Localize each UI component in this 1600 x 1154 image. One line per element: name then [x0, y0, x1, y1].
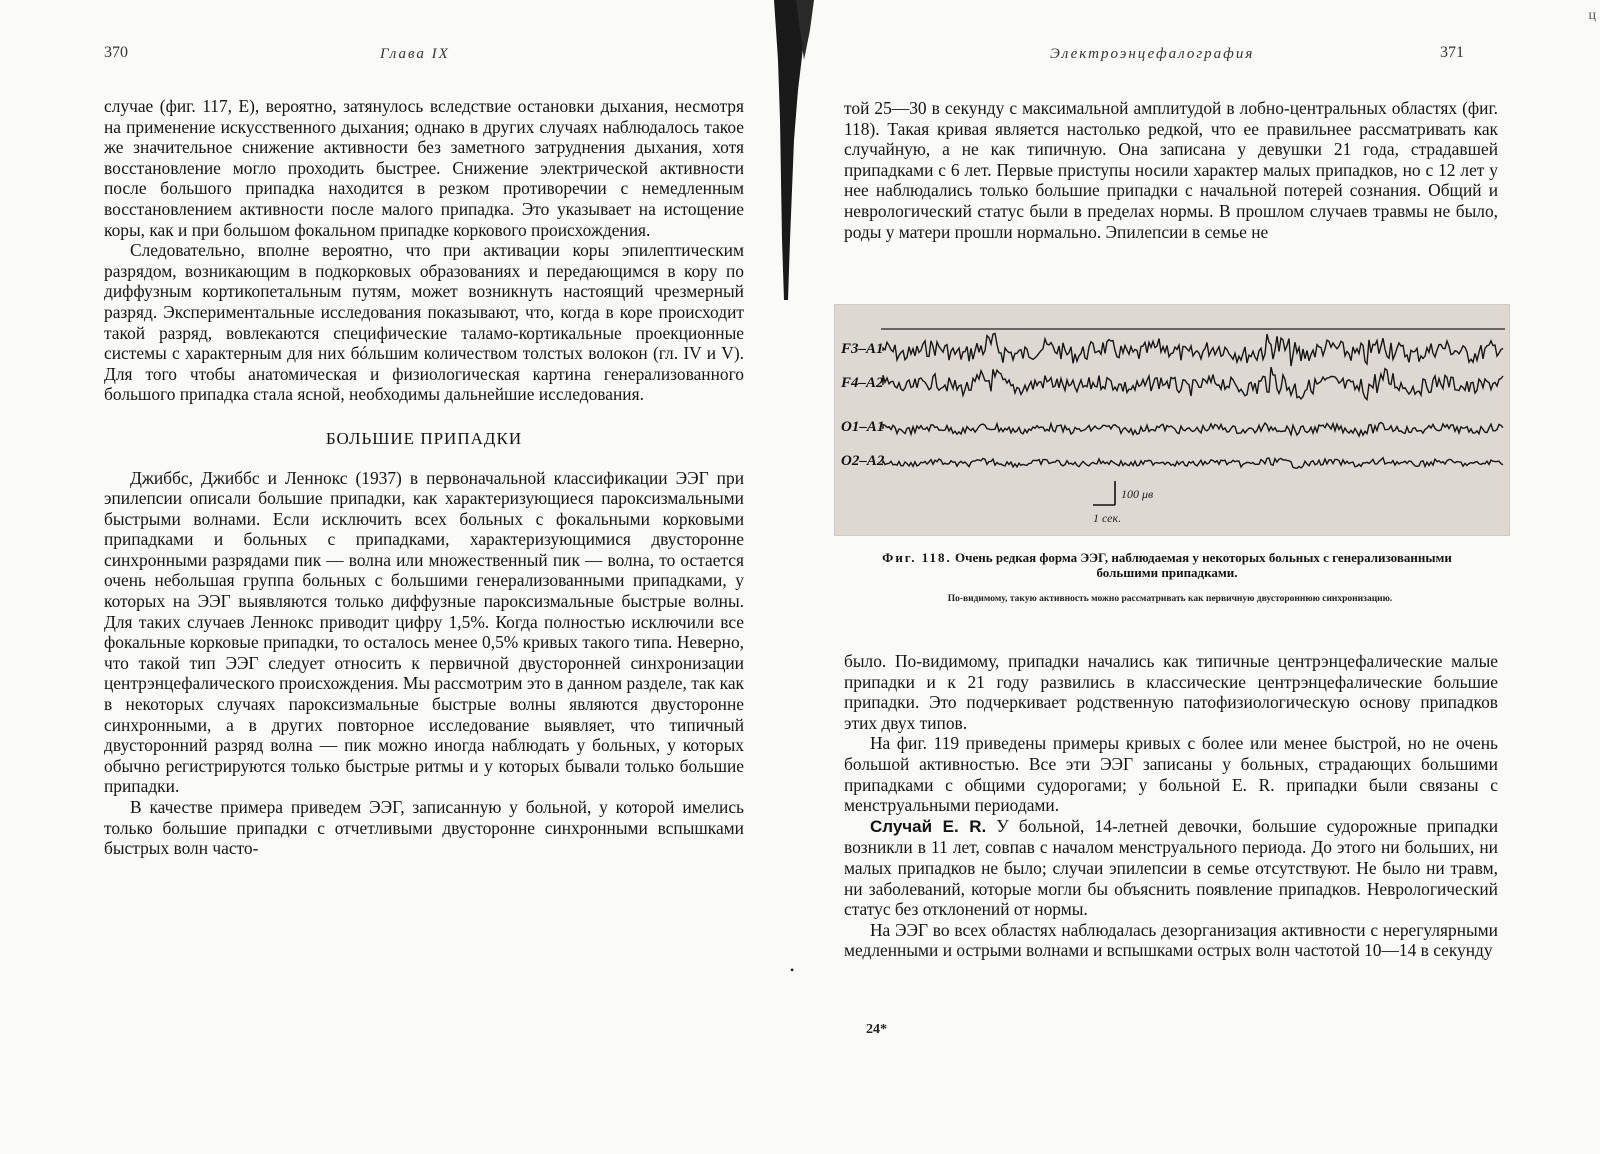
channel-label: O1–A1 [841, 419, 885, 435]
figure-caption-note: По-видимому, такую активность можно рассматривать как первичную двустороннюю синхронизацию. [947, 594, 1393, 604]
figure-caption-text: Очень редкая форма ЭЭГ, наблюдаемая у некоторых больных с генерализованными большими припадками. [955, 550, 1452, 580]
figure-caption [852, 550, 1482, 580]
paragraph: В качестве примера приведем ЭЭГ, записанную у больной, у которой имелись только большие припадки с отчетливыми двусторонне синхронными вспышками быстрых волн часто- [104, 797, 744, 859]
page-number-left: 370 [104, 44, 128, 61]
paragraph: Следовательно, вполне вероятно, что при активации коры эпилептическим разрядом, возникающим в подкорковых образованиях и передающимся в кору по диффузным кортикопетальным путям, может возникнуть настоящий чрезмерный разряд. Экспериментальные исследования показывают, что, когда в коре происходит такой разряд, вовлекаются специфические таламо-кортикальные проекционные системы с характерным для них бóльшим количеством толстых волокон (гл. IV и V). Для того чтобы анатомическая и физиологическая картина генерализованного большого припадка стала ясной, необходимы дальнейшие исследования. [104, 240, 744, 405]
paragraph: На фиг. 119 приведены примеры кривых с более или менее быстрой, но не очень большой активностью. Все эти ЭЭГ записаны у больных, страдающих большими припадками с общими судорогами; у больной E. R. припадки были связаны с менструальными периодами. [844, 733, 1498, 816]
eeg-figure [834, 304, 1510, 536]
eeg-traces [835, 305, 1511, 537]
eeg-trace [883, 458, 1503, 469]
time-label: 1 сек. [1093, 511, 1122, 525]
calibration-mark [1093, 481, 1115, 505]
paragraph: той 25—30 в секунду с максимальной амплитудой в лобно-центральных областях (фиг. 118). Такая кривая является настолько редкой, что ее правильнее рассматривать как случайную, а не как типичную. Она записана у девушки 21 года, страдавшей припадками с 6 лет. Первые приступы носили характер малых припадков, но с 12 лет у нее наблюдались только большие припадки с начальной потерей сознания. Общий и неврологический статус были в пределах нормы. В прошлом случаев травмы не было, роды у матери прошли нормально. Эпилепсии в семье не [844, 98, 1498, 242]
paragraph: Джиббс, Джиббс и Леннокс (1937) в первоначальной классификации ЭЭГ при эпилепсии описали большие припадки, как характеризующиеся пароксизмальными быстрыми волнами. Если исключить всех больных с фокальными корковыми припадками и больных с припадками, характеризующимися двусторонне синхронными разрядами пик — волна или множественный пик — волна, то остается очень небольшая группа больных с большими генерализованными припадками, у которых на ЭЭГ выявляются только диффузные пароксизмальные быстрые волны. Для таких случаев Леннокс приводит цифру 1,5%. Когда полностью исключили все фокальные корковые припадки, то осталось менее 0,5% кривых такого типа. Неверно, что такой тип ЭЭГ следует относить к первичной двусторонней синхронизации центрэнцефалического происхождения. Мы рассмотрим это в данном разделе, так как в некоторых случаях пароксизмальные быстрые волны являются двусторонне синхронными, а в других повторное исследование выявляет, что типичный двусторонний разряд волна — пик можно иногда наблюдать у больных, у которых обычно регистрируются только быстрые ритмы и у которых бывали только большие припадки. [104, 467, 744, 797]
paragraph: было. По-видимому, припадки начались как типичные центрэнцефалические малые припадки и к 21 году развились в классические центрэнцефалические большие припадки. Это подчеркивает родственную патофизиологическую основу припадков этих двух типов. [844, 651, 1498, 733]
running-head-left: Глава IX [380, 46, 450, 62]
eeg-trace [883, 423, 1503, 436]
channel-label: F4–A2 [841, 375, 884, 391]
figure-caption-label: Фиг. 118. [882, 550, 952, 565]
scale-label: 100 μв [1121, 487, 1154, 501]
case-label: Случай E. R. [870, 816, 987, 836]
eeg-trace [883, 333, 1503, 366]
paragraph: случае (фиг. 117, E), вероятно, затянулось вследствие остановки дыхания, несмотря на применение искусственного дыхания; однако в других случаях наблюдалось такое же значительное снижение активности без заметного затруднения дыхания, хотя восстановление могло проходить быстрее. Снижение электрической активности после большого припадка находится в резком противоречии с немедленным восстановлением активности после малого припадка. Это указывает на истощение коры, как и при большом фокальном припадке коркового происхождения. [104, 96, 744, 240]
channel-label: F3–A1 [841, 341, 884, 357]
channel-label: O2–A2 [841, 453, 885, 469]
page-number-right: 371 [1440, 44, 1464, 61]
right-text-column-top [844, 98, 1498, 242]
section-heading: БОЛЬШИЕ ПРИПАДКИ [325, 428, 523, 448]
margin-dot: • [790, 963, 795, 977]
right-page [790, 0, 1600, 1154]
edge-mark: ц [1588, 8, 1596, 23]
eeg-trace [883, 367, 1503, 400]
right-text-column-bottom [844, 651, 1498, 961]
case-paragraph [844, 816, 1498, 920]
running-head-right: Электроэнцефалография [1050, 46, 1255, 62]
case-text: У больной, 14-летней девочки, большие судорожные припадки возникли в 11 лет, совпав с началом менструального периода. До этого ни больших, ни малых припадков не было; случаи эпилепсии в семье отсутствуют. Не было ни травм, ни заболеваний, которые могли бы объяснить появление припадков. Неврологический статус без отклонений от нормы. [844, 815, 1498, 920]
paragraph: На ЭЭГ во всех областях наблюдалась дезорганизация активности с нерегулярными медленными и острыми волнами и вспышками острых волн частотой 10—14 в секунду [844, 919, 1498, 961]
left-text-column [104, 96, 744, 859]
signature-mark: 24* [866, 1022, 887, 1037]
left-page [0, 0, 790, 1154]
